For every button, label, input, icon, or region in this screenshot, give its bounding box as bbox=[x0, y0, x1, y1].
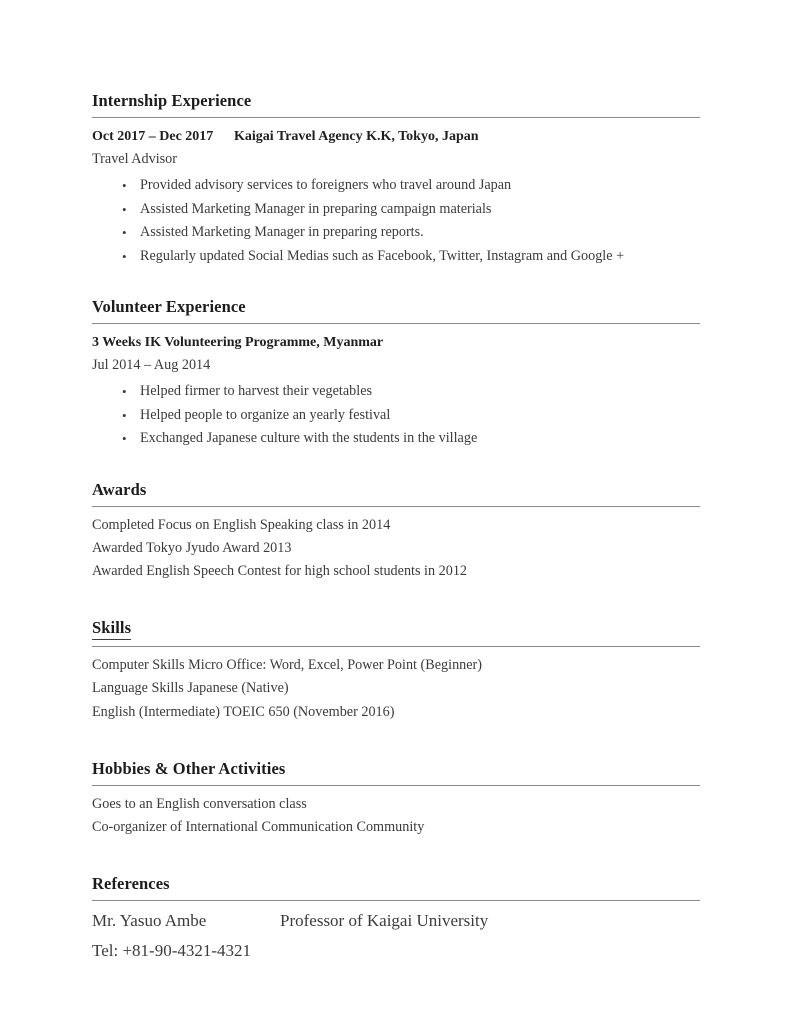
section-rule-skills bbox=[92, 646, 700, 647]
section-heading-hobbies: Hobbies & Other Activities bbox=[92, 758, 286, 778]
spacer bbox=[92, 724, 700, 760]
section-heading-internship: Internship Experience bbox=[92, 91, 252, 110]
reference-telephone: Tel: +81-90-4321-4321 bbox=[92, 941, 252, 961]
bullet-icon: • bbox=[122, 431, 127, 447]
spacer bbox=[92, 451, 700, 481]
list-item-text: Helped firmer to harvest their vegetables bbox=[140, 383, 373, 400]
section-heading-awards: Awards bbox=[92, 479, 147, 499]
bullet-icon: • bbox=[122, 225, 127, 241]
reference-row bbox=[92, 906, 700, 936]
list-item bbox=[92, 245, 700, 268]
bullet-icon: • bbox=[122, 407, 127, 423]
section-volunteer-experience bbox=[92, 298, 700, 451]
internship-bullet-list bbox=[92, 174, 700, 268]
internship-role: Travel Advisor bbox=[92, 151, 177, 168]
section-references bbox=[92, 875, 700, 966]
section-rule-references bbox=[92, 900, 700, 901]
list-item-text: Provided advisory services to foreigners who travel around Japan bbox=[140, 177, 512, 194]
list-item bbox=[92, 198, 700, 221]
bullet-icon: • bbox=[122, 248, 127, 264]
section-internship-experience bbox=[92, 92, 700, 268]
section-heading-references: References bbox=[92, 874, 170, 894]
section-rule-internship bbox=[92, 117, 700, 118]
list-item-text: Helped people to organize an yearly festival bbox=[140, 406, 391, 423]
section-awards bbox=[92, 481, 700, 584]
list-item bbox=[92, 174, 700, 197]
reference-position: Professor of Kaigai University bbox=[280, 911, 489, 931]
award-item: Completed Focus on English Speaking class in 2014 bbox=[92, 516, 391, 533]
internship-organization: Kaigai Travel Agency K.K, Tokyo, Japan bbox=[234, 128, 479, 144]
section-hobbies bbox=[92, 760, 700, 839]
bullet-icon: • bbox=[122, 384, 127, 400]
hobby-item: Co-organizer of International Communication Community bbox=[92, 818, 425, 835]
skill-item: Computer Skills Micro Office: Word, Excel, Power Point (Beginner) bbox=[92, 657, 483, 674]
list-item bbox=[92, 404, 700, 427]
reference-name: Mr. Yasuo Ambe bbox=[92, 911, 207, 931]
spacer bbox=[92, 583, 700, 619]
list-item-text: Assisted Marketing Manager in preparing reports. bbox=[140, 224, 424, 241]
skill-item: Language Skills Japanese (Native) bbox=[92, 680, 289, 697]
section-heading-skills: Skills bbox=[92, 619, 131, 640]
section-skills bbox=[92, 619, 700, 724]
section-rule-awards bbox=[92, 506, 700, 507]
spacer bbox=[92, 268, 700, 298]
internship-entry-header bbox=[92, 125, 700, 148]
list-item bbox=[92, 427, 700, 450]
internship-dates: Oct 2017 – Dec 2017 bbox=[92, 128, 214, 144]
spacer bbox=[92, 839, 700, 875]
list-item bbox=[92, 380, 700, 403]
list-item-text: Exchanged Japanese culture with the students in the village bbox=[140, 430, 478, 447]
volunteer-programme-title: 3 Weeks IK Volunteering Programme, Myanmar bbox=[92, 334, 384, 350]
section-rule-hobbies bbox=[92, 785, 700, 786]
list-item bbox=[92, 221, 700, 244]
bullet-icon: • bbox=[122, 201, 127, 217]
list-item-text: Regularly updated Social Medias such as Facebook, Twitter, Instagram and Google + bbox=[140, 247, 625, 264]
volunteer-dates: Jul 2014 – Aug 2014 bbox=[92, 357, 211, 374]
bullet-icon: • bbox=[122, 178, 127, 194]
section-heading-volunteer: Volunteer Experience bbox=[92, 297, 246, 316]
award-item: Awarded English Speech Contest for high school students in 2012 bbox=[92, 562, 468, 579]
section-rule-volunteer bbox=[92, 323, 700, 324]
volunteer-bullet-list bbox=[92, 380, 700, 450]
list-item-text: Assisted Marketing Manager in preparing campaign materials bbox=[140, 200, 492, 217]
hobby-item: Goes to an English conversation class bbox=[92, 795, 307, 812]
skill-item: English (Intermediate) TOEIC 650 (November 2016) bbox=[92, 703, 395, 720]
award-item: Awarded Tokyo Jyudo Award 2013 bbox=[92, 539, 292, 556]
